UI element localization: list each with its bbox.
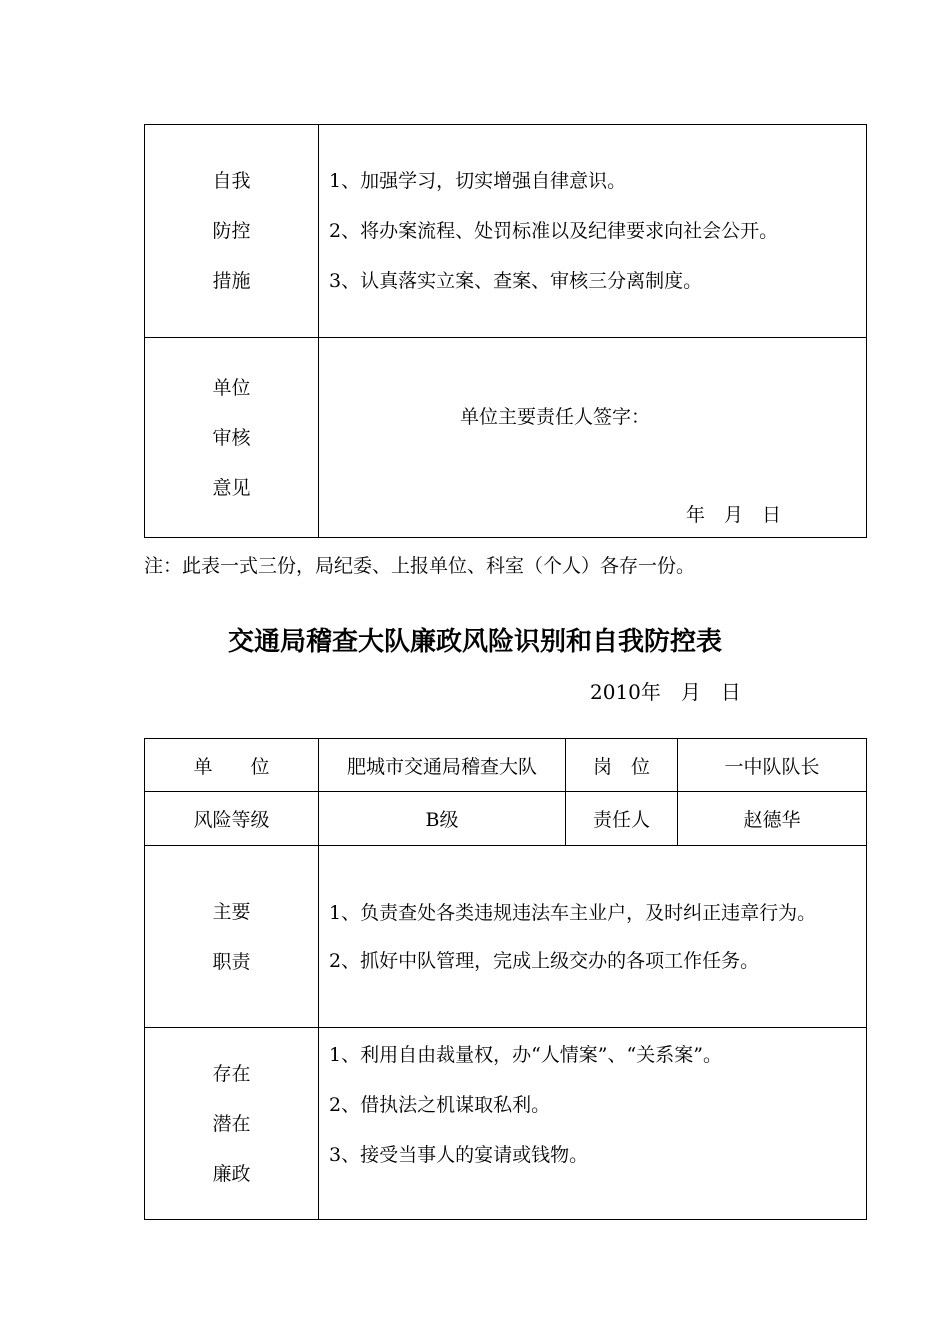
risk-row (145, 792, 867, 846)
review-signature-label: 单位主要责任人签字： (460, 406, 651, 428)
risks-list-cell (319, 1028, 867, 1220)
risks-label-line: 廉政 (212, 1162, 251, 1185)
duties-label-cell (145, 846, 319, 1028)
measures-label-cell (145, 125, 319, 338)
measure-item: 2、将办案流程、处罚标准以及纪律要求向社会公开。 (329, 220, 779, 242)
measures-label-line: 防控 (212, 220, 251, 242)
review-content-cell (319, 338, 867, 538)
unit-value-cell: 肥城市交通局稽查大队 (319, 739, 566, 792)
risks-label-line: 存在 (212, 1062, 251, 1085)
person-value-cell: 赵德华 (678, 792, 867, 846)
review-label-line: 意见 (212, 476, 251, 499)
measures-list-cell (319, 125, 867, 338)
bottom-table (144, 738, 867, 1220)
table-note: 注：此表一式三份，局纪委、上报单位、科室（个人）各存一份。 (144, 555, 696, 577)
document-date: 2010年 月 日 (590, 680, 741, 704)
risks-label-cell (145, 1028, 319, 1220)
duties-list-cell (319, 846, 867, 1028)
measure-item: 3、认真落实立案、查案、审核三分离制度。 (329, 270, 703, 292)
risk-item: 1、利用自由裁量权，办“人情案”、“关系案”。 (329, 1044, 722, 1066)
unit-row (145, 739, 867, 792)
duty-item: 1、负责查处各类违规违法车主业户，及时纠正违章行为。 (329, 901, 817, 924)
document-title: 交通局稽查大队廉政风险识别和自我防控表 (227, 627, 722, 657)
risk-label-cell: 风险等级 (145, 792, 319, 846)
duties-row (145, 846, 867, 1028)
measures-label-line: 措施 (212, 270, 251, 292)
review-label-cell (145, 338, 319, 538)
post-value-cell: 一中队队长 (678, 739, 867, 792)
person-label-cell: 责任人 (566, 792, 678, 846)
duties-label-line: 职责 (212, 950, 251, 973)
measures-label-line: 自我 (212, 170, 251, 192)
duties-label-line: 主要 (212, 900, 251, 923)
risk-value-cell: B级 (319, 792, 566, 846)
review-label-line: 审核 (212, 426, 251, 449)
measures-row (145, 125, 867, 338)
review-label-line: 单位 (212, 376, 251, 399)
unit-label-cell: 单 位 (145, 739, 319, 792)
risks-label-line: 潜在 (212, 1112, 251, 1135)
post-label-cell: 岗 位 (566, 739, 678, 792)
risk-item: 2、借执法之机谋取私利。 (329, 1094, 551, 1116)
review-date: 年 月 日 (686, 504, 782, 526)
risks-row (145, 1028, 867, 1220)
duty-item: 2、抓好中队管理，完成上级交办的各项工作任务。 (329, 949, 760, 972)
risk-item: 3、接受当事人的宴请或钱物。 (329, 1144, 589, 1166)
measure-item: 1、加强学习，切实增强自律意识。 (329, 170, 627, 192)
top-table (144, 124, 867, 538)
